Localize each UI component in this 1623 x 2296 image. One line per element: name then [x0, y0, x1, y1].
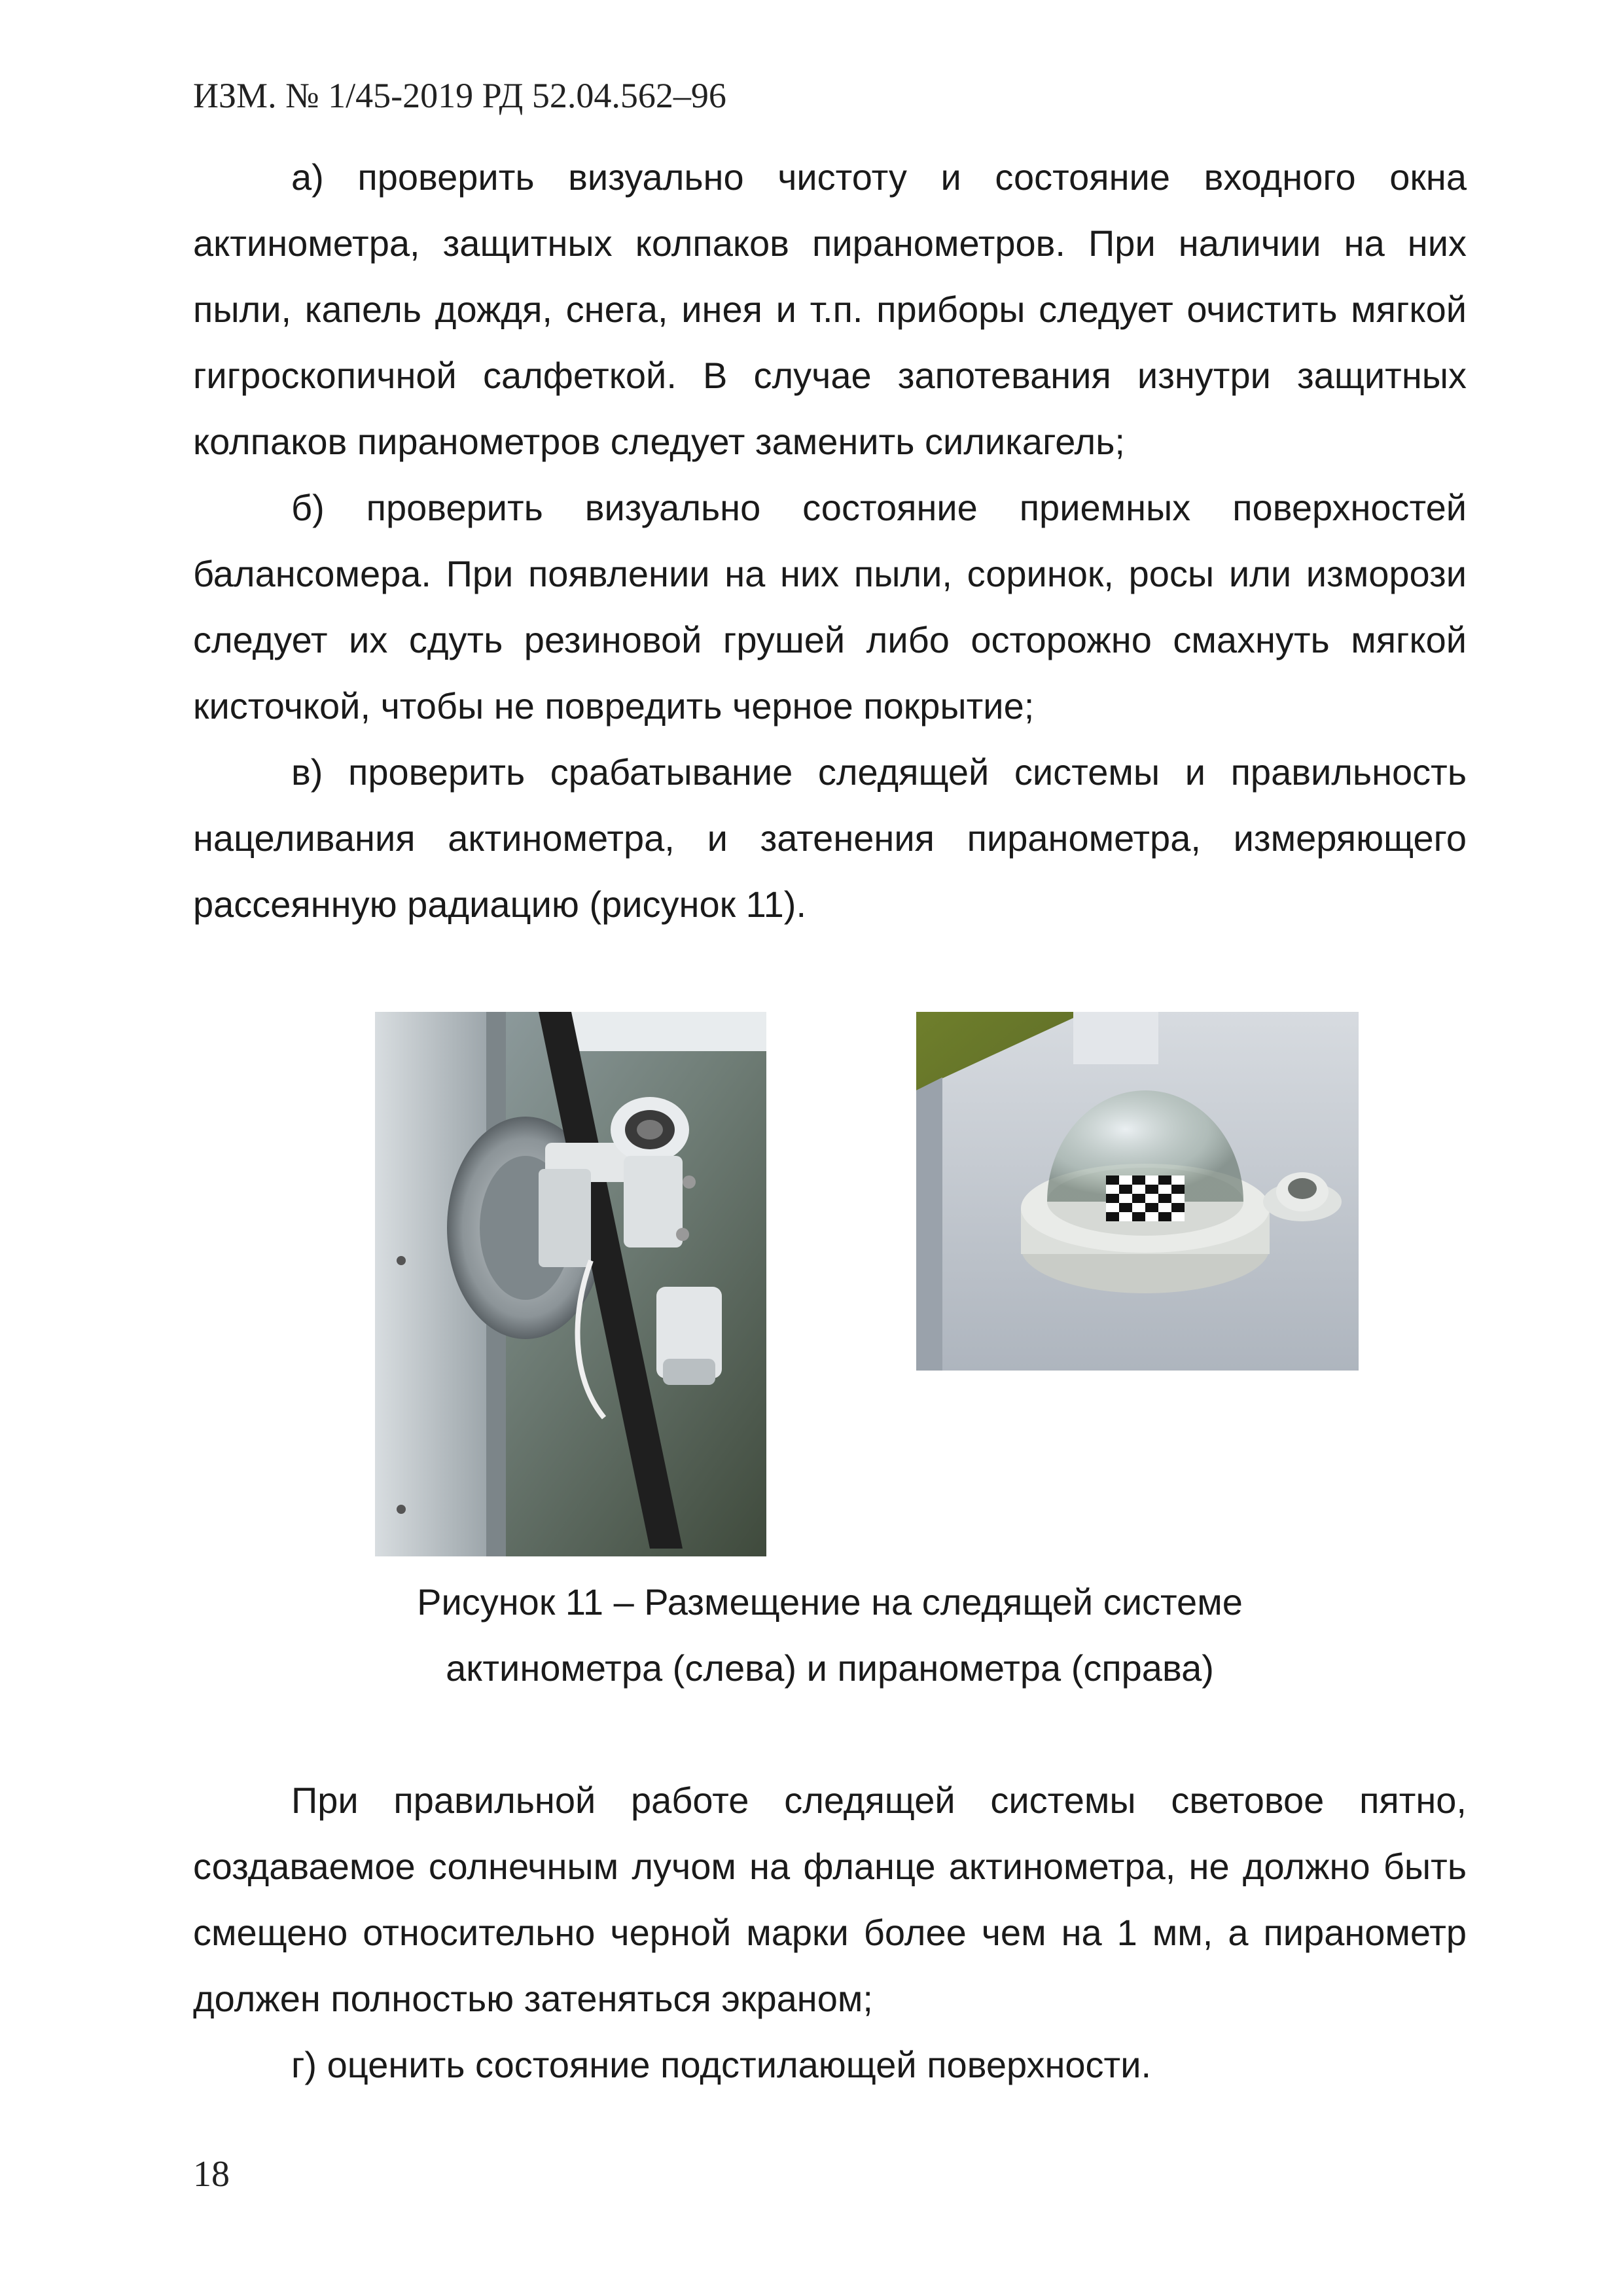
paragraph-a: а) проверить визуально чистоту и состояние входного окна актинометра, защитных колпаков пиранометров. При наличии на них пыли, капель дождя, снега, инея и т.п. приборы следует очистить мягкой гигроскопичной салфеткой. В случае запотевания изнутри защитных колпаков пиранометров следует заменить силикагель;: [193, 156, 1467, 462]
document-header: ИЗМ. № 1/45-2019 РД 52.04.562–96: [193, 76, 726, 115]
actinometer-photo: [375, 1012, 766, 1556]
paragraph-b: б) проверить визуально состояние приемных поверхностей балансомера. При появлении на них пыли, соринок, росы или изморози следует их сдуть резиновой грушей либо осторожно смахнуть мягкой кисточкой, чтобы не повредить черное покрытие;: [193, 487, 1467, 726]
page-number: 18: [193, 2154, 230, 2195]
paragraph-conclusion: При правильной работе следящей системы световое пятно, создаваемое солнечным лучом на фланце актинометра, не должно быть смещено относительно черной марки более чем на 1 мм, а пиранометр должен полностью затеняться экраном;: [193, 1780, 1467, 2019]
figure-caption-line2: актинометра (слева) и пиранометра (справа): [446, 1647, 1214, 1689]
paragraph-v: в) проверить срабатывание следящей системы и правильность нацеливания актинометра, и затенения пиранометра, измеряющего рассеянную радиацию (рисунок 11).: [193, 751, 1467, 925]
paragraph-g: г) оценить состояние подстилающей поверхности.: [291, 2044, 1152, 2085]
figure-caption-line1: Рисунок 11 – Размещение на следящей системе: [417, 1581, 1243, 1623]
pyranometer-photo: [916, 1012, 1359, 1371]
